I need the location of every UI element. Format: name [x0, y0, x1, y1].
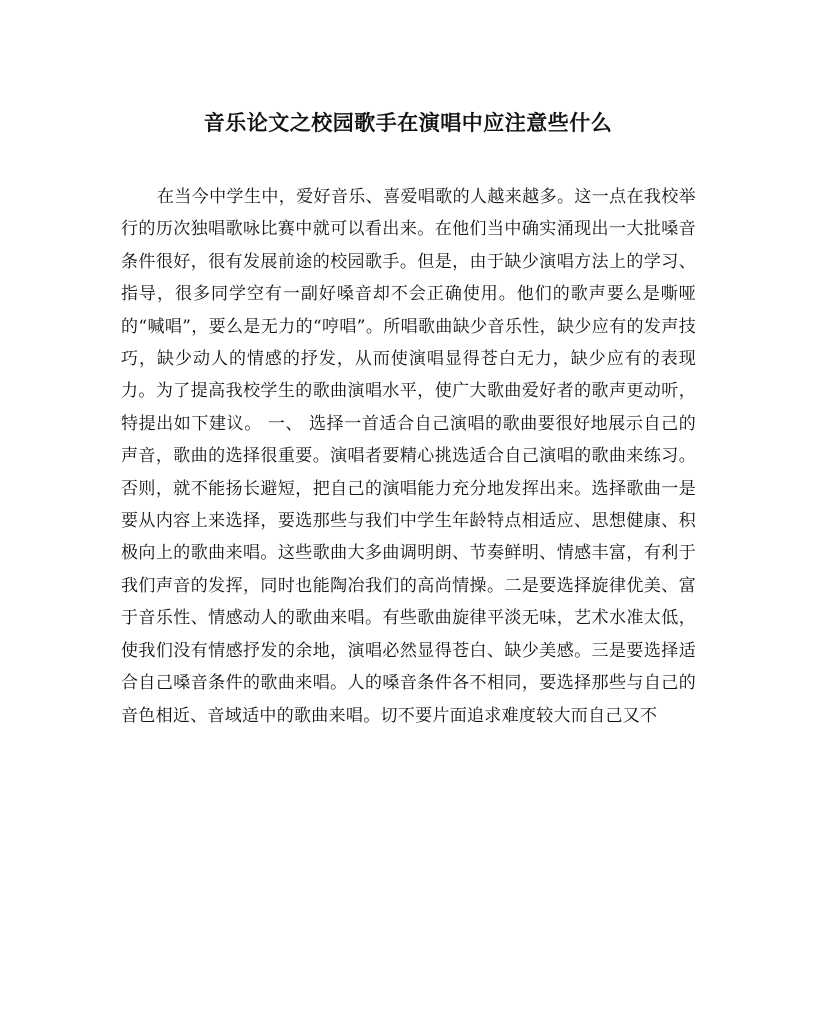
- body-paragraph: 在当今中学生中，爱好音乐、喜爱唱歌的人越来越多。这一点在我校举行的历次独唱歌咏比赛中就可以看出来。在他们当中确实涌现出一大批嗓音条件很好，很有发展前途的校园歌手。但是，由于缺少演唱方法上的学习、指导，很多同学空有一副好嗓音却不会正确使用。他们的歌声要么是嘶哑的“喊唱”，要么是无力的“哼唱”。所唱歌曲缺少音乐性，缺少应有的发声技巧，缺少动人的情感的抒发，从而使演唱显得苍白无力，缺少应有的表现力。为了提高我校学生的歌曲演唱水平，使广大歌曲爱好者的歌声更动听，特提出如下建议。 一、 选择一首适合自己演唱的歌曲要很好地展示自己的声音，歌曲的选择很重要。演唱者要精心挑选适合自己演唱的歌曲来练习。否则，就不能扬长避短，把自己的演唱能力充分地发挥出来。选择歌曲一是要从内容上来选择，要选那些与我们中学生年龄特点相适应、思想健康、积极向上的歌曲来唱。这些歌曲大多曲调明朗、节奏鲜明、情感丰富，有利于我们声音的发挥，同时也能陶冶我们的高尚情操。二是要选择旋律优美、富于音乐性、情感动人的歌曲来唱。有些歌曲旋律平淡无味，艺术水准太低，使我们没有情感抒发的余地，演唱必然显得苍白、缺少美感。三是要选择适合自己嗓音条件的歌曲来唱。人的嗓音条件各不相同，要选择那些与自己的音色相近、音域适中的歌曲来唱。切不要片面追求难度较大而自己又不: [121, 187, 696, 726]
- document-title: 音乐论文之校园歌手在演唱中应注意些什么: [203, 110, 613, 135]
